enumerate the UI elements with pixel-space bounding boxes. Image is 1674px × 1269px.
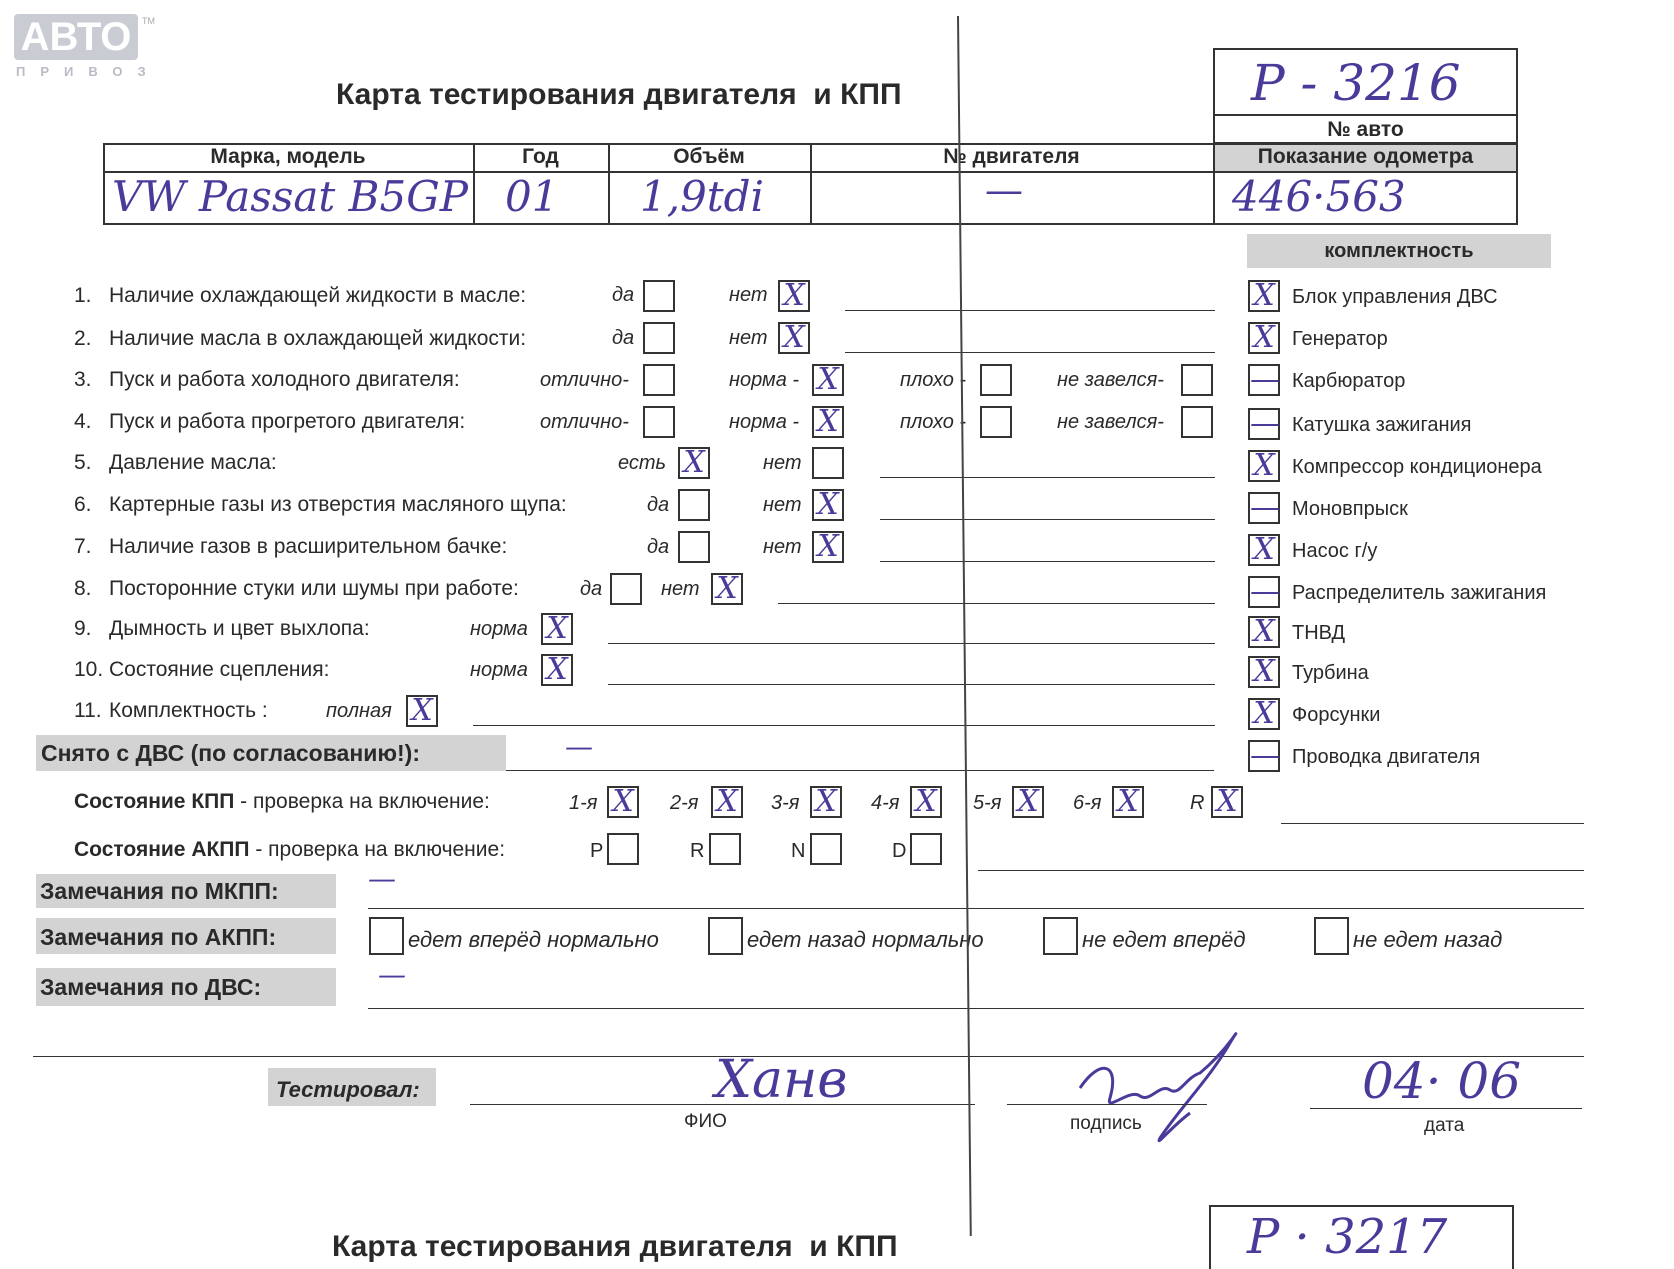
- kit-item-label: Насос г/у: [1292, 540, 1378, 562]
- value-odometer: 446·563: [1232, 172, 1406, 221]
- value-engine-number: —: [985, 168, 1023, 212]
- value-year: 01: [505, 172, 559, 221]
- next-card-title: Карта тестирования двигателя и КПП: [332, 1230, 898, 1263]
- akpp-no-forward-checkbox[interactable]: [1043, 917, 1078, 955]
- next-card-number-box: [1209, 1205, 1514, 1269]
- akpp-no-forward-label: не едет вперёд: [1082, 927, 1246, 952]
- akpp-forward-ok-checkbox[interactable]: [369, 917, 404, 955]
- header-volume: Объём: [673, 145, 745, 168]
- kit-item-label: Турбина: [1292, 662, 1369, 684]
- checkbox-ploho[interactable]: [980, 364, 1012, 396]
- checkbox-net[interactable]: X: [778, 322, 810, 354]
- checkbox-est[interactable]: X: [678, 447, 710, 479]
- checkbox-otlichno[interactable]: [643, 364, 675, 396]
- tester-signature: [1060, 1018, 1250, 1158]
- kit-checkbox[interactable]: X: [1248, 322, 1280, 354]
- checkbox-ne-zavelsya[interactable]: [1181, 406, 1213, 438]
- checkbox-net[interactable]: X: [812, 531, 844, 563]
- checkbox-norma[interactable]: X: [541, 613, 573, 645]
- akpp-no-backward-label: не едет назад: [1353, 927, 1503, 952]
- checkbox-da[interactable]: [610, 573, 642, 605]
- kit-item-label: Катушка зажигания: [1292, 414, 1472, 436]
- akpp-n-checkbox[interactable]: [810, 833, 842, 865]
- item-label: Наличие масла в охлаждающей жидкости:: [109, 327, 527, 350]
- logo: [14, 14, 161, 84]
- logo-text: АВТО: [14, 14, 138, 60]
- form-title: Карта тестирования двигателя и КПП: [336, 78, 902, 111]
- signature-label: подпись: [1070, 1113, 1142, 1134]
- checkbox-norma[interactable]: X: [812, 406, 844, 438]
- item-label: Наличие газов в расширительном бачке:: [109, 535, 508, 558]
- checkbox-polnaya[interactable]: X: [406, 695, 438, 727]
- kit-checkbox[interactable]: —: [1250, 362, 1280, 397]
- checkbox-otlichno[interactable]: [643, 406, 675, 438]
- checkbox-da[interactable]: [678, 489, 710, 521]
- kit-checkbox[interactable]: —: [1250, 490, 1280, 525]
- akpp-d-checkbox[interactable]: [910, 833, 942, 865]
- checkbox-norma[interactable]: X: [541, 654, 573, 686]
- akpp-backward-ok-label: едет назад нормально: [747, 927, 984, 952]
- akpp-r-checkbox[interactable]: [709, 833, 741, 865]
- gear-4-checkbox[interactable]: X: [910, 786, 942, 818]
- test-date: 04· 06: [1362, 1052, 1522, 1110]
- gear-3-checkbox[interactable]: X: [810, 786, 842, 818]
- value-model: VW Passat B5GP: [112, 172, 469, 221]
- checkbox-norma[interactable]: X: [812, 364, 844, 396]
- value-volume: 1,9tdi: [640, 172, 764, 221]
- item-label: Пуск и работа холодного двигателя:: [109, 368, 460, 391]
- akpp-p-checkbox[interactable]: [607, 833, 639, 865]
- kit-checkbox[interactable]: —: [1250, 406, 1280, 441]
- checkbox-net[interactable]: X: [711, 573, 743, 605]
- kit-item-label: Распределитель зажигания: [1292, 582, 1547, 604]
- tested-label: Тестировал:: [276, 1077, 420, 1102]
- item-label: Давление масла:: [109, 451, 277, 474]
- akpp-label-bold: Состояние АКПП: [74, 838, 250, 861]
- car-number-value: Р - 3216: [1251, 54, 1461, 112]
- kit-item-label: Блок управления ДВС: [1292, 286, 1498, 308]
- checkbox-da[interactable]: [643, 322, 675, 354]
- car-number-label: № авто: [1327, 118, 1404, 141]
- remarks-mkpp-label: Замечания по МКПП:: [40, 878, 279, 904]
- kit-item-label: ТНВД: [1292, 622, 1346, 644]
- logo-subtext: ПРИВОЗ: [16, 64, 161, 79]
- kpp-label-bold: Состояние КПП: [74, 790, 235, 813]
- header-engine-number: № двигателя: [943, 145, 1080, 168]
- gear-6-checkbox[interactable]: X: [1112, 786, 1144, 818]
- akpp-backward-ok-checkbox[interactable]: [708, 917, 743, 955]
- car-number-box: [1213, 48, 1518, 144]
- kit-checkbox[interactable]: X: [1248, 656, 1280, 688]
- checkbox-net[interactable]: [812, 447, 844, 479]
- kit-item-label: Проводка двигателя: [1292, 746, 1481, 768]
- akpp-no-backward-checkbox[interactable]: [1314, 917, 1349, 955]
- remarks-dvs-value: —: [378, 958, 406, 991]
- item-label: Картерные газы из отверстия масляного щупа:: [109, 493, 567, 516]
- fio-label: ФИО: [684, 1111, 727, 1132]
- removed-value: —: [565, 730, 593, 763]
- removed-label: Снято с ДВС (по согласованию!):: [41, 740, 420, 766]
- header-model: Марка, модель: [210, 145, 366, 168]
- akpp-label-rest: - проверка на включение:: [249, 838, 506, 861]
- checkbox-da[interactable]: [643, 280, 675, 312]
- kit-item-label: Форсунки: [1292, 704, 1381, 726]
- kit-item-label: Генератор: [1292, 328, 1388, 350]
- kit-checkbox[interactable]: X: [1248, 616, 1280, 648]
- item-label: Состояние сцепления:: [109, 658, 330, 681]
- kpp-label-rest: - проверка на включение:: [234, 790, 490, 813]
- checkbox-ploho[interactable]: [980, 406, 1012, 438]
- checkbox-net[interactable]: X: [812, 489, 844, 521]
- header-year: Год: [522, 145, 559, 168]
- item-label: Наличие охлаждающей жидкости в масле:: [109, 284, 527, 307]
- logo-tm: TM: [142, 16, 155, 26]
- date-label: дата: [1424, 1115, 1465, 1136]
- kit-item-label: Карбюратор: [1292, 370, 1406, 392]
- header-odometer: Показание одометра: [1257, 145, 1474, 168]
- remarks-akpp-label: Замечания по АКПП:: [40, 924, 277, 950]
- remarks-mkpp-value: —: [368, 862, 396, 895]
- checkbox-da[interactable]: [678, 531, 710, 563]
- remarks-dvs-label: Замечания по ДВС:: [40, 974, 262, 1000]
- next-card-number: Р · 3217: [1247, 1209, 1448, 1265]
- item-label: Посторонние стуки или шумы при работе:: [109, 577, 519, 600]
- kit-checkbox[interactable]: X: [1248, 534, 1280, 566]
- kit-checkbox[interactable]: X: [1248, 450, 1280, 482]
- gear-r-checkbox[interactable]: X: [1211, 786, 1243, 818]
- item-label: Комплектность :: [109, 699, 268, 722]
- kit-checkbox[interactable]: X: [1248, 280, 1280, 312]
- kit-checkbox[interactable]: —: [1250, 738, 1280, 773]
- kit-item-label: Компрессор кондиционера: [1292, 456, 1542, 478]
- gear-1-checkbox[interactable]: X: [607, 786, 639, 818]
- kit-checkbox[interactable]: X: [1248, 698, 1280, 730]
- checkbox-net[interactable]: X: [778, 280, 810, 312]
- tester-name: Ханв: [715, 1050, 848, 1110]
- checkbox-ne-zavelsya[interactable]: [1181, 364, 1213, 396]
- item-label: Дымность и цвет выхлопа:: [109, 617, 370, 640]
- kit-header: комплектность: [1324, 240, 1474, 262]
- kit-checkbox[interactable]: —: [1250, 574, 1280, 609]
- kit-item-label: Моновпрыск: [1292, 498, 1408, 520]
- gear-2-checkbox[interactable]: X: [711, 786, 743, 818]
- item-label: Пуск и работа прогретого двигателя:: [109, 410, 466, 433]
- gear-5-checkbox[interactable]: X: [1012, 786, 1044, 818]
- akpp-forward-ok-label: едет вперёд нормально: [408, 927, 659, 952]
